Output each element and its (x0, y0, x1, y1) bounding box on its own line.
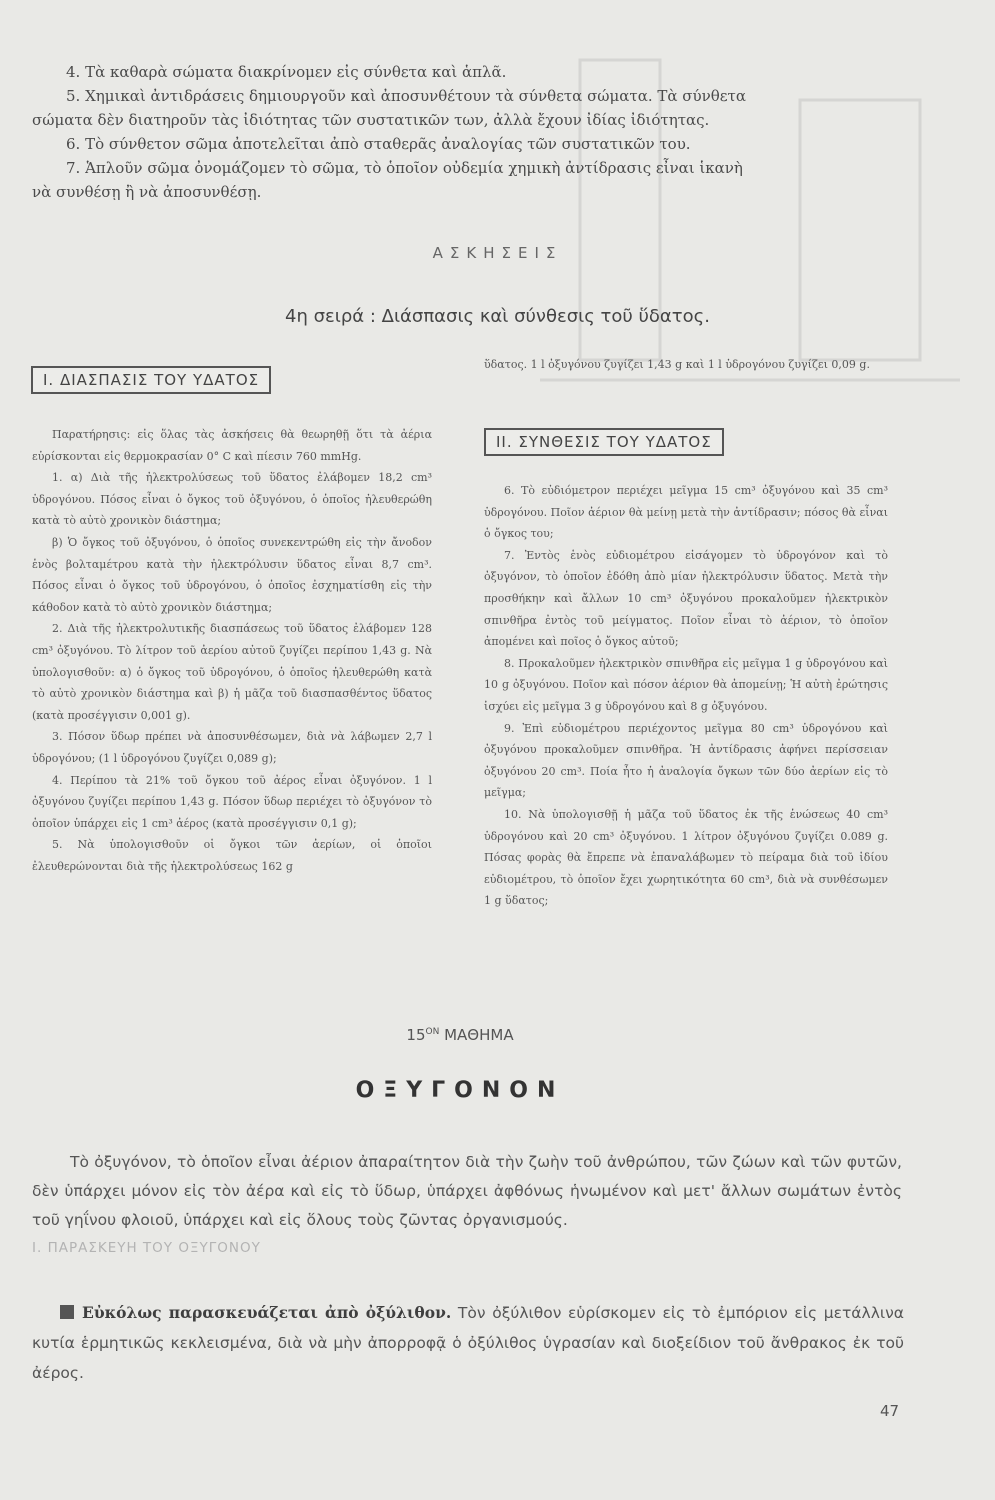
subheading: Ι. ΠΑΡΑΣΚΕΥΗ ΤΟΥ ΟΞΥΓΟΝΟΥ (32, 1240, 261, 1256)
lesson-ordinal: ΟΝ (425, 1027, 440, 1037)
page-number: 47 (880, 1402, 900, 1420)
section-1-label: Ι. ΔΙΑΣΠΑΣΙΣ ΤΟΥ ΥΔΑΤΟΣ (31, 366, 271, 394)
exercise-7: 7. Ἐντὸς ἑνὸς εὐδιομέτρου εἰσάγομεν τὸ ὑδρογόνον καὶ τὸ ὀξυγόνον, τὸ ὁποῖον ἐδόθη ἀπὸ μίαν ἠλεκτρόλυσιν ὕδατος. Μετὰ τὴν προσθήκην καὶ ἄλλων 10 cm³ ὀξυγόνου προκαλοῦμεν ἠλεκτρικὸν σπινθῆρα ἐντὸς τοῦ μείγματος. Ποῖον εἶναι τὸ ἀέριον, τὸ ὁποῖον ἀπομένει καὶ ποῖος ὁ ὄγκος αὐτοῦ; (484, 548, 888, 649)
right-column (484, 480, 888, 912)
section-marker-icon (60, 1305, 74, 1319)
exercise-4: 4. Περίπου τὰ 21% τοῦ ὄγκου τοῦ ἀέρος εἶναι ὀξυγόνον. 1 l ὀξυγόνου ζυγίζει περίπου 1,43 g. Πόσον ὕδωρ περιέχει τὸ ὀξυγόνον τὸ ὁποῖον ὑπάρχει εἰς 1 cm³ ἀέρος (κατὰ προσέγγισιν 0,1 g); (32, 773, 432, 830)
lesson-number: 15 (406, 1026, 426, 1044)
exercise-5: 5. Νὰ ὑπολογισθοῦν οἱ ὄγκοι τῶν ἀερίων, οἱ ὁποῖοι ἐλευθερώνονται διὰ τῆς ἠλεκτρολύσεως 162 g (32, 838, 432, 873)
list-item-5-cont: σώματα δὲν διατηροῦν τὰς ἰδιότητας τῶν συστατικῶν των, ἀλλὰ ἔχουν ἰδίας ἰδιότητας. (32, 111, 710, 129)
section-2-label: ΙΙ. ΣΥΝΘΕΣΙΣ ΤΟΥ ΥΔΑΤΟΣ (484, 428, 724, 456)
exercise-1b: β) Ὁ ὄγκος τοῦ ὀξυγόνου, ὁ ὁποῖος συνεκεντρώθη εἰς τὴν ἄνοδον ἑνὸς βολταμέτρου κατὰ τὴν ἠλεκτρόλυσιν ὕδατος εἶναι 8,7 cm³. Πόσος εἶναι ὁ ὄγκος τοῦ ὑδρογόνου, ὁ ὁποῖος ἐσχηματίσθη εἰς τὴν κάθοδον κατὰ τὸ αὐτὸ χρονικὸν διάστημα; (32, 535, 432, 614)
exercise-6: 6. Τὸ εὐδιόμετρον περιέχει μεῖγμα 15 cm³ ὀξυγόνου καὶ 35 cm³ ὑδρογόνου. Ποῖον ἀέριον θὰ μείνῃ μετὰ τὴν ἀντίδρασιν; πόσος θὰ εἶναι ὁ ὄγκος του; (484, 484, 888, 541)
exercise-9: 9. Ἐπὶ εὐδιομέτρου περιέχοντος μεῖγμα 80 cm³ ὑδρογόνου καὶ ὀξυγόνου προκαλοῦμεν σπινθῆρα. Ἡ ἀντίδρασις ἀφήνει περίσσειαν ὀξυγόνου 20 cm³. Ποία ἦτο ἡ ἀναλογία ὄγκων τῶν δύο ἀερίων εἰς τὸ μεῖγμα; (484, 721, 888, 800)
chapter-title: ΟΞΥΓΟΝΟΝ (355, 1078, 565, 1103)
note-paragraph: Παρατήρησις: εἰς ὅλας τὰς ἀσκήσεις θὰ θεωρηθῇ ὅτι τὰ ἀέρια εὑρίσκονται εἰς θερμοκρασίαν 0° C καὶ πίεσιν 760 mmHg. (32, 428, 432, 463)
intro-paragraph: Τὸ ὀξυγόνον, τὸ ὁποῖον εἶναι ἀέριον ἀπαραίτητον διὰ τὴν ζωὴν τοῦ ἀνθρώπου, τῶν ζώων καὶ τῶν φυτῶν, δὲν ὑπάρχει μόνον εἰς τὸν ἀέρα καὶ εἰς τὸ ὕδωρ, ὑπάρχει ἀφθόνως ἡνωμένον καὶ μετ' ἄλλων σωμάτων ἐντὸς τοῦ γηΐνου φλοιοῦ, ὑπάρχει καὶ εἰς ὅλους τοὺς ζῶντας ὀργανισμούς. (32, 1152, 902, 1229)
list-item-6: 6. Τὸ σύνθετον σῶμα ἀποτελεῖται ἀπὸ σταθερᾶς ἀναλογίας τῶν συστατικῶν του. (66, 135, 691, 153)
left-column (32, 424, 432, 877)
exercises-heading: ΑΣΚΗΣΕΙΣ (432, 244, 563, 262)
list-item-7: 7. Ἁπλοῦν σῶμα ὀνομάζομεν τὸ σῶμα, τὸ ὁποῖον οὐδεμία χημικὴ ἀντίδρασις εἶναι ἱκανὴ (66, 159, 743, 177)
list-item-7-cont: νὰ συνθέσῃ ἢ νὰ ἀποσυνθέσῃ. (32, 183, 262, 201)
right-column-top (484, 354, 888, 376)
lesson-word: ΜΑΘΗΜΑ (439, 1026, 514, 1044)
exercise-1a: 1. α) Διὰ τῆς ἠλεκτρολύσεως τοῦ ὕδατος ἐλάβομεν 18,2 cm³ ὑδρογόνου. Πόσος εἶναι ὁ ὄγκος τοῦ ὀξυγόνου, ὁ ὁποῖος ἠλευθερώθη κατὰ τὸ αὐτὸ χρονικὸν διάστημα; (32, 471, 432, 528)
exercise-2: 2. Διὰ τῆς ἠλεκτρολυτικῆς διασπάσεως τοῦ ὕδατος ἐλάβομεν 128 cm³ ὀξυγόνου. Τὸ λίτρον τοῦ ἀερίου αὐτοῦ ζυγίζει περίπου 1,43 g. Νὰ ὑπολογισθοῦν: α) ὁ ὄγκος τοῦ ὑδρογόνου, ὁ ὁποῖος ἠλευθερώθη κατὰ τὸ αὐτὸ χρονικὸν διάστημα καὶ β) ἡ μᾶζα τοῦ διασπασθέντος ὕδατος (κατὰ προσέγγισιν 0,001 g). (32, 622, 432, 722)
list-item-4: 4. Τὰ καθαρὰ σώματα διακρίνομεν εἰς σύνθετα καὶ ἁπλᾶ. (66, 63, 507, 81)
list-item-5: 5. Χημικαὶ ἀντιδράσεις δημιουργοῦν καὶ ἀποσυνθέτουν τὰ σύνθετα σώματα. Τὰ σύνθετα (66, 87, 746, 105)
exercise-3: 3. Πόσον ὕδωρ πρέπει νὰ ἀποσυνθέσωμεν, διὰ νὰ λάβωμεν 2,7 l ὑδρογόνου; (1 l ὑδρογόνου ζυγίζει 0,089 g); (32, 730, 432, 765)
preparation-text: Τὸν ὀξύλιθον εὑρίσκομεν εἰς τὸ ἐμπόριον εἰς μετάλλινα κυτία ἑρμητικῶς κεκλεισμένα, διὰ νὰ μὴν ἀπορροφᾷ ὁ ὀξύλιθος ὑγρασίαν καὶ διοξείδιον τοῦ ἄνθρακος ἐκ τοῦ ἀέρος. (32, 1303, 904, 1382)
exercise-10: 10. Νὰ ὑπολογισθῇ ἡ μᾶζα τοῦ ὕδατος ἐκ τῆς ἑνώσεως 40 cm³ ὑδρογόνου καὶ 20 cm³ ὀξυγόνου. 1 λίτρον ὀξυγόνου ζυγίζει 0.089 g. Πόσας φορὰς θὰ ἔπρεπε νὰ ἐπαναλάβωμεν τὸ πείραμα διὰ τοῦ ἰδίου εὐδιομέτρου, τὸ ὁποῖον ἔχει χωρητικότητα 60 cm³, διὰ νὰ συνθέσωμεν 1 g ὕδατος; (484, 807, 888, 908)
preparation-paragraph (32, 1298, 904, 1388)
exercise-5-cont: ὕδατος. 1 l ὀξυγόνου ζυγίζει 1,43 g καὶ 1 l ὑδρογόνου ζυγίζει 0,09 g. (484, 358, 870, 371)
exercise-8: 8. Προκαλοῦμεν ἠλεκτρικὸν σπινθῆρα εἰς μεῖγμα 1 g ὑδρογόνου καὶ 10 g ὀξυγόνου. Ποῖον καὶ πόσον ἀέριον θὰ ἀπομείνῃ; Ἡ αὐτὴ ἐρώτησις ἰσχύει εἰς μεῖγμα 3 g ὑδρογόνου καὶ 8 g ὀξυγόνου. (484, 656, 888, 713)
preparation-lead: Εὐκόλως παρασκευάζεται ἀπὸ ὀξύλιθον. (82, 1302, 452, 1322)
series-heading: 4η σειρά : Διάσπασις καὶ σύνθεσις τοῦ ὕδατος. (285, 306, 710, 327)
lesson-heading (0, 1026, 920, 1044)
